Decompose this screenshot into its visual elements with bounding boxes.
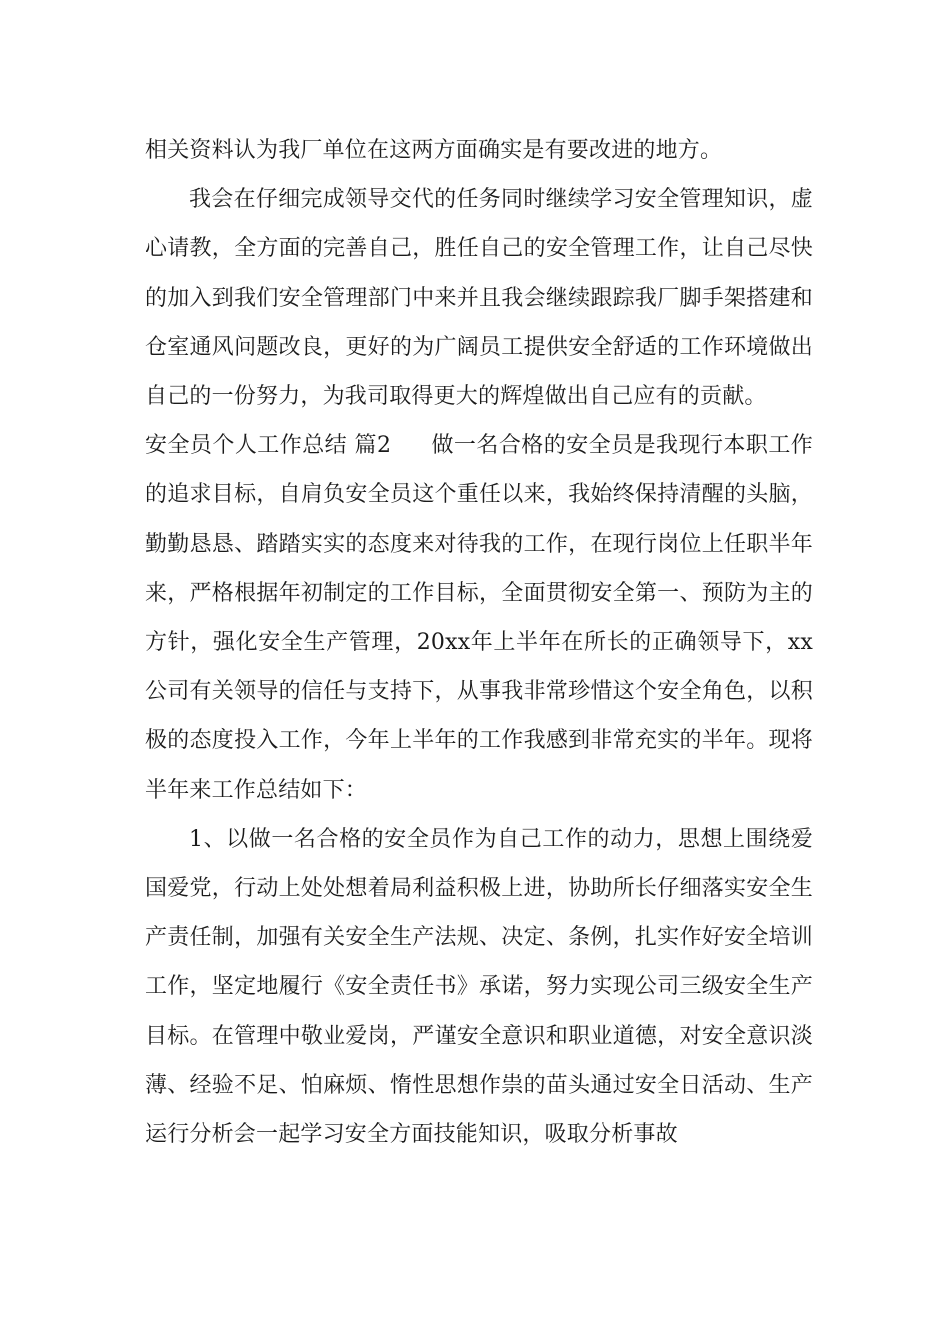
paragraph-item-1: 1、以做一名合格的安全员作为自己工作的动力，思想上围绕爱国爱党，行动上处处想着局利益积极上进，协助所长仔细落实安全生产责任制，加强有关安全生产法规、决定、条例，扎实作好安全培训工作，坚定地履行《安全责任书》承诺，努力实现公司三级安全生产目标。在管理中敬业爱岗，严谨安全意识和职业道德，对安全意识淡薄、经验不足、怕麻烦、惰性思想作祟的苗头通过安全日活动、生产运行分析会一起学习安全方面技能知识，吸取分析事故: [145, 826, 813, 1148]
section-heading: 安全员个人工作总结 篇2: [145, 433, 392, 459]
document-body: [145, 126, 813, 1159]
paragraph-section-2-intro: [145, 421, 813, 815]
paragraph-commitment: 我会在仔细完成领导交代的任务同时继续学习安全管理知识，虚心请教，全方面的完善自己，胜任自己的安全管理工作，让自己尽快的加入到我们安全管理部门中来并且我会继续跟踪我厂脚手架搭建和仓室通风问题改良，更好的为广阔员工提供安全舒适的工作环境做出自己的一份努力，为我司取得更大的辉煌做出自己应有的贡献。: [145, 187, 813, 410]
paragraph-continuation: 相关资料认为我厂单位在这两方面确实是有要改进的地方。: [145, 138, 723, 163]
section-intro-text: 做一名合格的安全员是我现行本职工作的追求目标，自肩负安全员这个重任以来，我始终保持清醒的头脑，勤勤恳恳、踏踏实实的态度来对待我的工作，在现行岗位上任职半年来，严格根据年初制定的工作目标，全面贯彻安全第一、预防为主的方针，强化安全生产管理，20xx年上半年在所长的正确领导下，xx公司有关领导的信任与支持下，从事我非常珍惜这个安全角色，以积极的态度投入工作，今年上半年的工作我感到非常充实的半年。现将半年来工作总结如下：: [145, 433, 813, 803]
